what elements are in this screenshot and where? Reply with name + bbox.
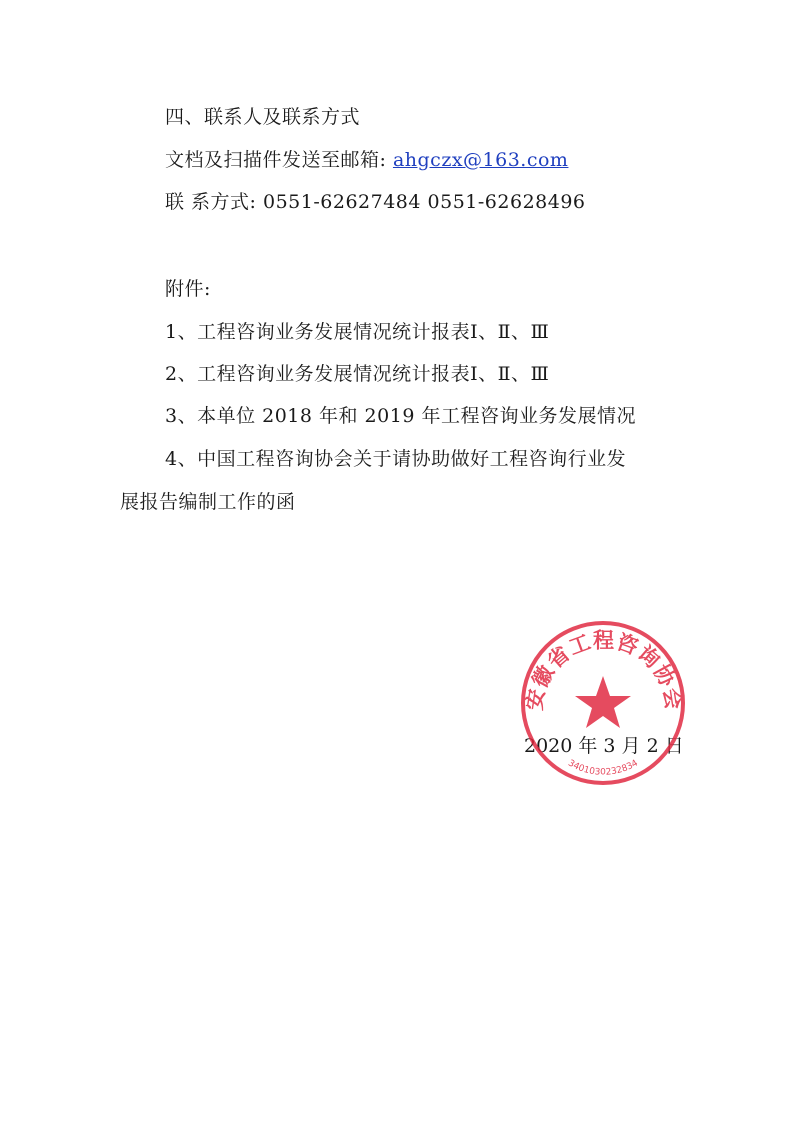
email-line	[165, 148, 568, 172]
contact-label: 联 系方式:	[165, 191, 257, 213]
phone-number-2: 0551-62628496	[427, 191, 586, 213]
attachment-item-4: 4、中国工程咨询协会关于请协助做好工程咨询行业发	[165, 448, 627, 470]
seal-code-text: 3401030232834	[566, 758, 640, 778]
issue-date: 2020 年 3 月 2 日	[524, 735, 684, 757]
section-heading: 四、联系人及联系方式	[165, 106, 361, 128]
attachments-title: 附件:	[165, 278, 211, 300]
svg-text:3401030232834	[566, 758, 640, 777]
attachment-item-2: 2、工程咨询业务发展情况统计报表Ⅰ、Ⅱ、Ⅲ	[165, 363, 550, 385]
seal-star-icon	[575, 676, 631, 728]
official-seal	[518, 618, 688, 788]
email-label: 文档及扫描件发送至邮箱:	[165, 149, 387, 171]
email-link[interactable]: ahgczx@163.com	[392, 149, 569, 171]
contact-line	[165, 190, 586, 214]
attachment-item-4-continued: 展报告编制工作的函	[120, 491, 296, 513]
seal-organization-text: 安徽省工程咨询协会	[522, 628, 686, 712]
phone-number-1: 0551-62627484	[263, 191, 421, 213]
attachment-item-3: 3、本单位 2018 年和 2019 年工程咨询业务发展情况	[165, 405, 636, 427]
attachment-item-1: 1、工程咨询业务发展情况统计报表Ⅰ、Ⅱ、Ⅲ	[165, 321, 550, 343]
